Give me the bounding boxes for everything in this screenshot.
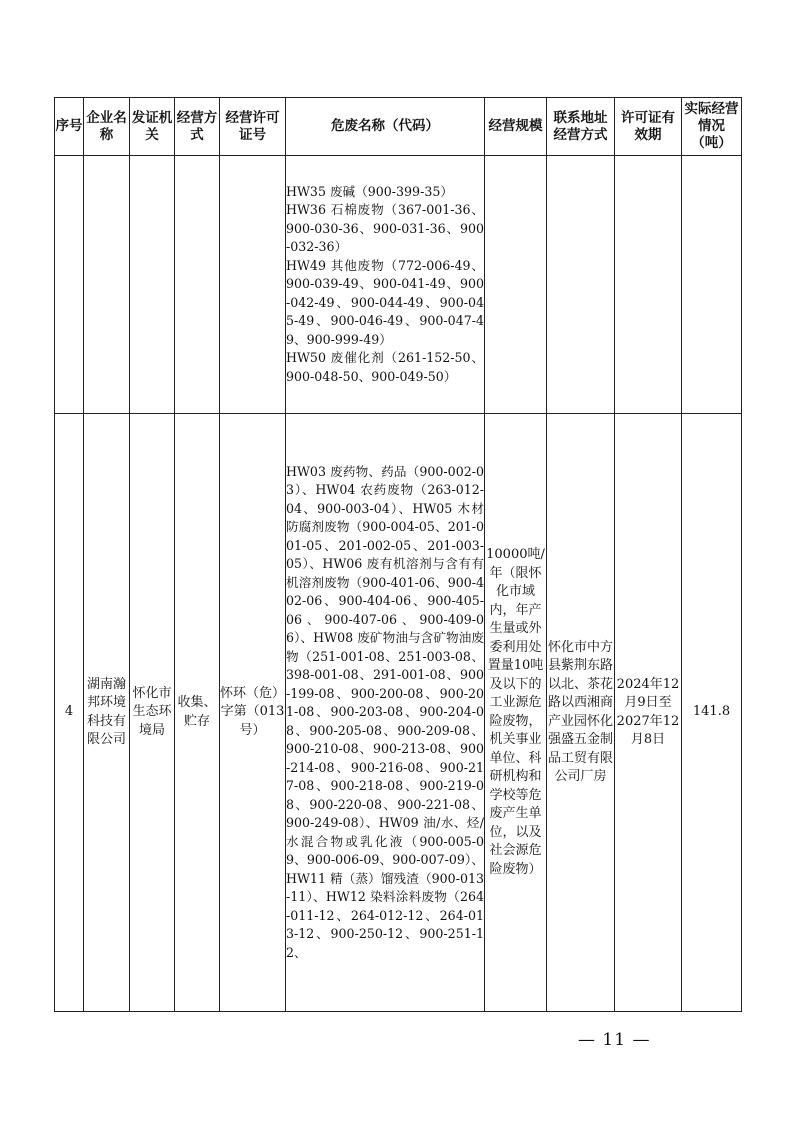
cell-waste: HW03 废药物、药品（900-002-03）、HW04 农药废物（263-012-04、900-003-04）、HW05 木材防腐剂废物（900-004-05、201-001-05、201-002-05、201-003-05）、HW06 废有机溶剂与含有有机溶剂废物（900-401-06、900-402-06、900-404-06、900-405-06、900-407-06、900-409-06）、HW08 废矿物油与含矿物油废物（251-001-08、251-003-08、398-001-08、291-001-08、900-199-08、900-200-08、900-201-08、900-203-08、900-204-08、900-205-08、900-209-08、900-210-08、900-213-08、900-214-08、900-216-08、900-217-08、900-218-08、900-219-08、900-220-08、900-221-08、900-249-08）、HW09 油/水、烃/水混合物或乳化液（900-005-09、900-006-09、900-007-09）、HW11 精（蒸）馏残渣（900-013-11）、HW12 染料涂料废物（264-011-12、264-012-12、264-013-12、900-250-12、900-251-12、 <box>286 414 485 1012</box>
cell-validity: 2024年12月9日至2027年12月8日 <box>615 414 682 1012</box>
table-row <box>55 156 742 414</box>
cell-mode <box>175 156 220 414</box>
header-actual: 实际经营情况（吨） <box>682 98 742 156</box>
cell-waste: HW35 废碱（900-399-35） HW36 石棉废物（367-001-36、900-030-36、900-031-36、900-032-36） HW49 其他废物（772-006-49、900-039-49、900-041-49、900-042-49、900-044-49、900-045-49、900-046-49、900-047-49、900-999-49） HW50 废催化剂（261-152-50、900-048-50、900-049-50） <box>286 156 485 414</box>
cell-issuer <box>130 156 175 414</box>
cell-scale <box>485 156 547 414</box>
cell-company: 湖南瀚邦环境科技有限公司 <box>84 414 130 1012</box>
cell-validity <box>615 156 682 414</box>
cell-address: 怀化市中方县紫荆东路以北、茶花路以西湘商产业园怀化强盛五金制品工贸有限公司厂房 <box>547 414 615 1012</box>
header-permit: 经营许可证号 <box>220 98 286 156</box>
page-number: — 11 — <box>578 1030 651 1050</box>
cell-address <box>547 156 615 414</box>
cell-actual: 141.8 <box>682 414 742 1012</box>
header-validity: 许可证有效期 <box>615 98 682 156</box>
header-company: 企业名称 <box>84 98 130 156</box>
header-row <box>55 98 742 156</box>
header-seq: 序号 <box>55 98 84 156</box>
cell-mode: 收集、贮存 <box>175 414 220 1012</box>
cell-actual <box>682 156 742 414</box>
header-scale: 经营规模 <box>485 98 547 156</box>
header-issuer: 发证机关 <box>130 98 175 156</box>
hazardous-waste-permit-table <box>54 97 742 1012</box>
cell-permit: 怀环（危）字第（013号） <box>220 414 286 1012</box>
header-mode: 经营方式 <box>175 98 220 156</box>
table-row <box>55 414 742 1012</box>
cell-permit <box>220 156 286 414</box>
cell-seq <box>55 156 84 414</box>
header-address: 联系地址经营方式 <box>547 98 615 156</box>
cell-company <box>84 156 130 414</box>
cell-seq: 4 <box>55 414 84 1012</box>
header-waste: 危废名称（代码） <box>286 98 485 156</box>
cell-scale: 10000吨/年（限怀化市域内，年产生量或外委利用处置量10吨及以下的工业源危险废物，机关事业单位、科研机构和学校等危废产生单位，以及社会源危险废物） <box>485 414 547 1012</box>
cell-issuer: 怀化市生态环境局 <box>130 414 175 1012</box>
